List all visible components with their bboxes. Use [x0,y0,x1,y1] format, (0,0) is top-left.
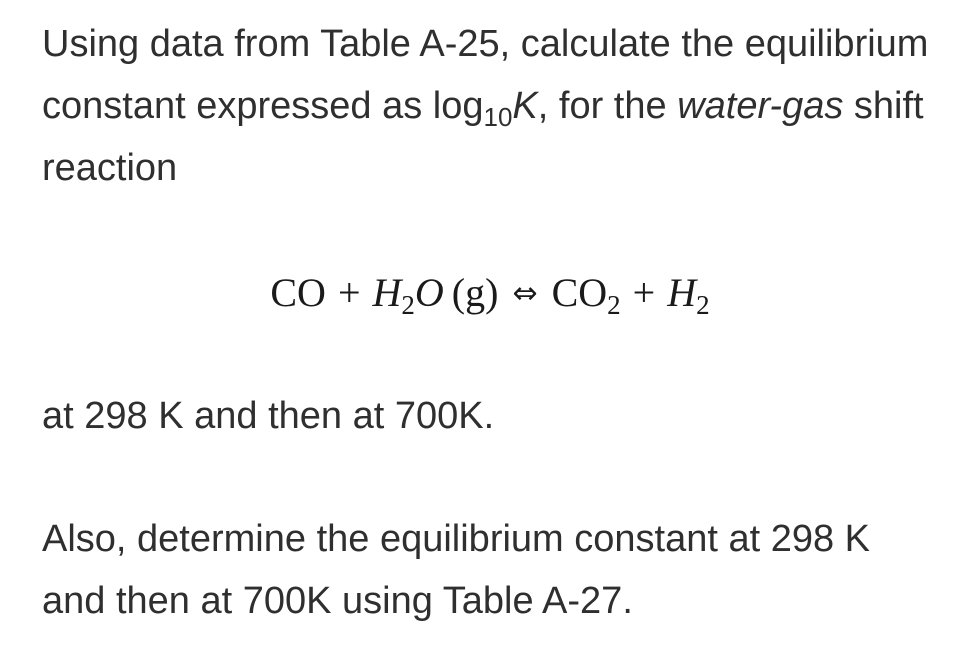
eq-h2o-h: H [372,270,402,315]
log-variable: K [512,85,538,127]
intro-paragraph [42,13,942,199]
eq-h2-subscript: 2 [696,290,710,320]
eq-h2o-o: O [414,270,444,315]
intro-text-part3: shift reaction [42,85,924,189]
log-subscript: 10 [483,102,513,132]
temperature-paragraph: at 298 K and then at 700K. [42,395,495,437]
intro-text-part2: , for the [537,85,678,127]
eq-co2-subscript: 2 [607,290,621,320]
reaction-name-emphasis: water-gas [677,85,844,127]
eq-h2-h: H [667,270,697,315]
equilibrium-arrow-icon: ⇔ [512,276,538,311]
followup-paragraph: Also, determine the equilibrium constant at 298 K and then at 700K using Table A-27. [42,518,871,622]
eq-phase-gas: (g) [451,270,499,315]
eq-plus-1: + [337,270,361,315]
eq-plus-2: + [632,270,656,315]
reaction-equation [0,263,980,324]
eq-h2o-subscript: 2 [401,290,415,320]
eq-co: CO [270,270,326,315]
intro-text-part1: Using data from Table A-25, calculate the equilibrium constant expressed as log [42,23,929,127]
eq-co2-co: CO [551,270,608,315]
